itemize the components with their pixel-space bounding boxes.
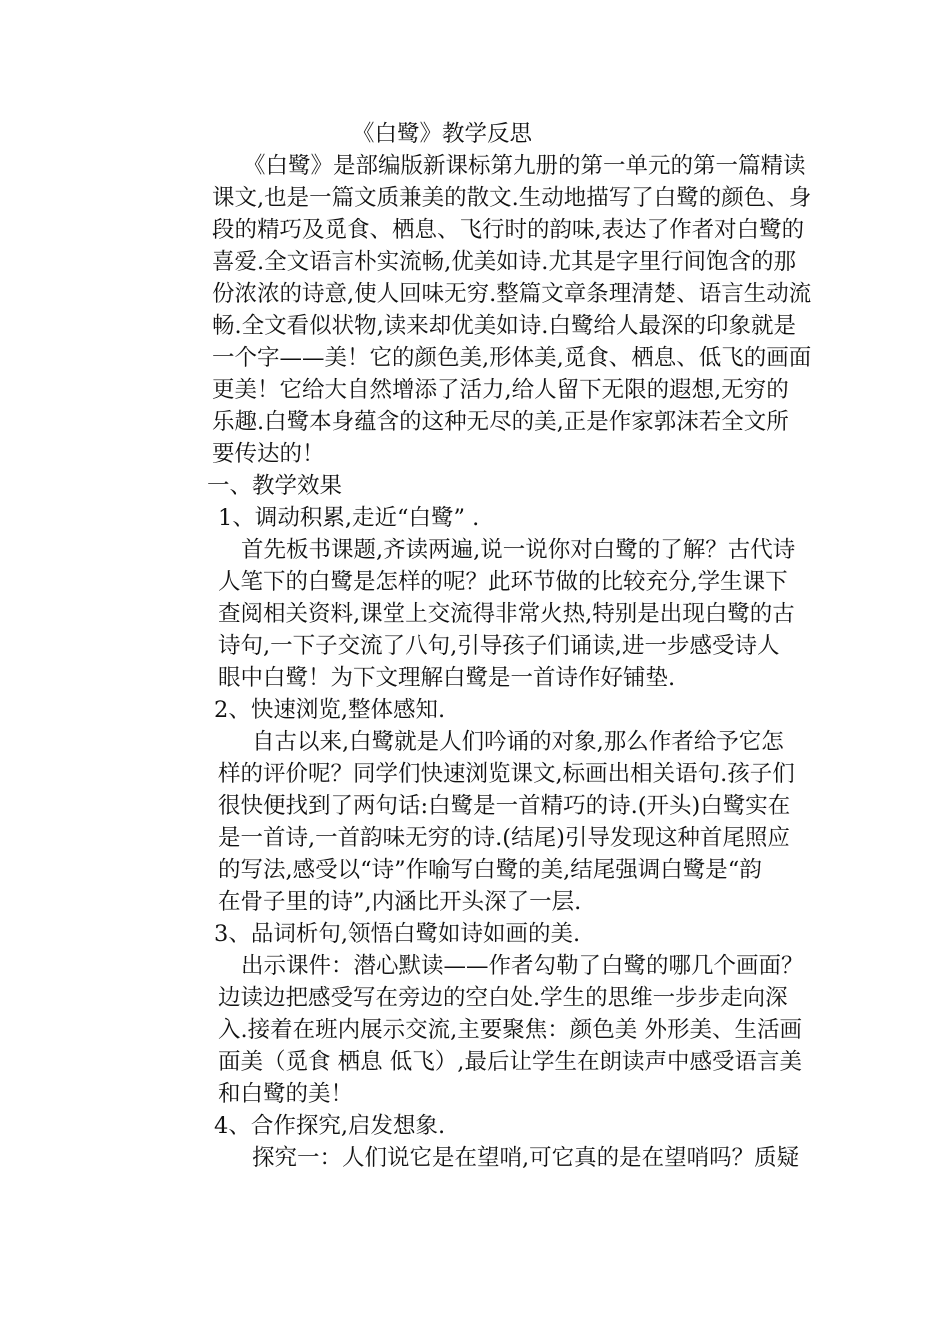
intro-line-8: 更美！它给大自然增添了活力,给人留下无限的遐想,无穷的 xyxy=(212,377,789,403)
intro-line-7: 一个字——美！它的颜色美,形体美,觅食、栖息、低飞的画面 xyxy=(212,345,812,371)
item-2-line-1: 自古以来,白鹭就是人们吟诵的对象,那么作者给予它怎 xyxy=(252,729,784,755)
item-1-line-4: 诗句,一下子交流了八句,引导孩子们诵读,进一步感受诗人 xyxy=(218,633,780,659)
item-1-line-3: 查阅相关资料,课堂上交流得非常火热,特别是出现白鹭的古 xyxy=(218,601,795,627)
item-1-heading: 1、调动积累,走近“白鹭” . xyxy=(218,505,480,531)
item-2-line-3: 很快便找到了两句话:白鹭是一首精巧的诗.(开头)白鹭实在 xyxy=(218,793,791,819)
item-3-line-2: 边读边把感受写在旁边的空白处.学生的思维一步步走向深 xyxy=(218,985,788,1011)
item-1-line-5: 眼中白鹭！为下文理解白鹭是一首诗作好铺垫. xyxy=(218,665,676,691)
item-3-heading: 3、品词析句,领悟白鹭如诗如画的美. xyxy=(214,921,581,947)
intro-line-6: 畅.全文看似状物,读来却优美如诗.白鹭给人最深的印象就是 xyxy=(212,313,796,339)
item-2-line-4: 是一首诗,一首韵味无穷的诗.(结尾)引导发现这种首尾照应 xyxy=(218,825,790,851)
intro-line-9: 乐趣.白鹭本身蕴含的这种无尽的美,正是作家郭沫若全文所 xyxy=(212,409,789,435)
intro-line-4: 喜爱.全文语言朴实流畅,优美如诗.尤其是字里行间饱含的那 xyxy=(212,249,796,275)
item-3-line-5: 和白鹭的美！ xyxy=(218,1081,354,1107)
item-1-line-1: 首先板书课题,齐读两遍,说一说你对白鹭的了解？古代诗 xyxy=(241,537,796,563)
item-2-heading: 2、快速浏览,整体感知. xyxy=(214,697,446,723)
intro-line-2: 课文,也是一篇文质兼美的散文.生动地描写了白鹭的颜色、身 xyxy=(212,185,812,211)
intro-line-10: 要传达的！ xyxy=(212,441,325,467)
item-4-line-1: 探究一：人们说它是在望哨,可它真的是在望哨吗？质疑 xyxy=(252,1145,800,1171)
item-4-heading: 4、合作探究,启发想象. xyxy=(214,1113,446,1139)
item-1-line-2: 人笔下的白鹭是怎样的呢？此环节做的比较充分,学生课下 xyxy=(218,569,788,595)
item-2-line-2: 样的评价呢？同学们快速浏览课文,标画出相关语句.孩子们 xyxy=(218,761,795,787)
intro-line-3: 段的精巧及觅食、栖息、飞行时的韵味,表达了作者对白鹭的 xyxy=(212,217,805,243)
item-3-line-3: 入.接着在班内展示交流,主要聚焦：颜色美 外形美、生活画 xyxy=(218,1017,802,1043)
section-heading-teaching-effect: 一、教学效果 xyxy=(207,473,343,499)
item-2-line-5: 的写法,感受以“诗”作喻写白鹭的美,结尾强调白鹭是“韵 xyxy=(218,857,762,883)
item-3-line-1: 出示课件：潜心默读——作者勾勒了白鹭的哪几个画面？ xyxy=(241,953,804,979)
intro-line-1: 《白鹭》是部编版新课标第九册的第一单元的第一篇精读 xyxy=(243,153,806,179)
item-3-line-4: 面美（觅食 栖息 低飞）,最后让学生在朗读声中感受语言美 xyxy=(218,1049,802,1075)
page-title: 《白鹭》教学反思 xyxy=(352,121,533,147)
item-2-line-6: 在骨子里的诗”,内涵比开头深了一层. xyxy=(218,889,582,915)
intro-line-5: 份浓浓的诗意,使人回味无穷.整篇文章条理清楚、语言生动流 xyxy=(212,281,812,307)
